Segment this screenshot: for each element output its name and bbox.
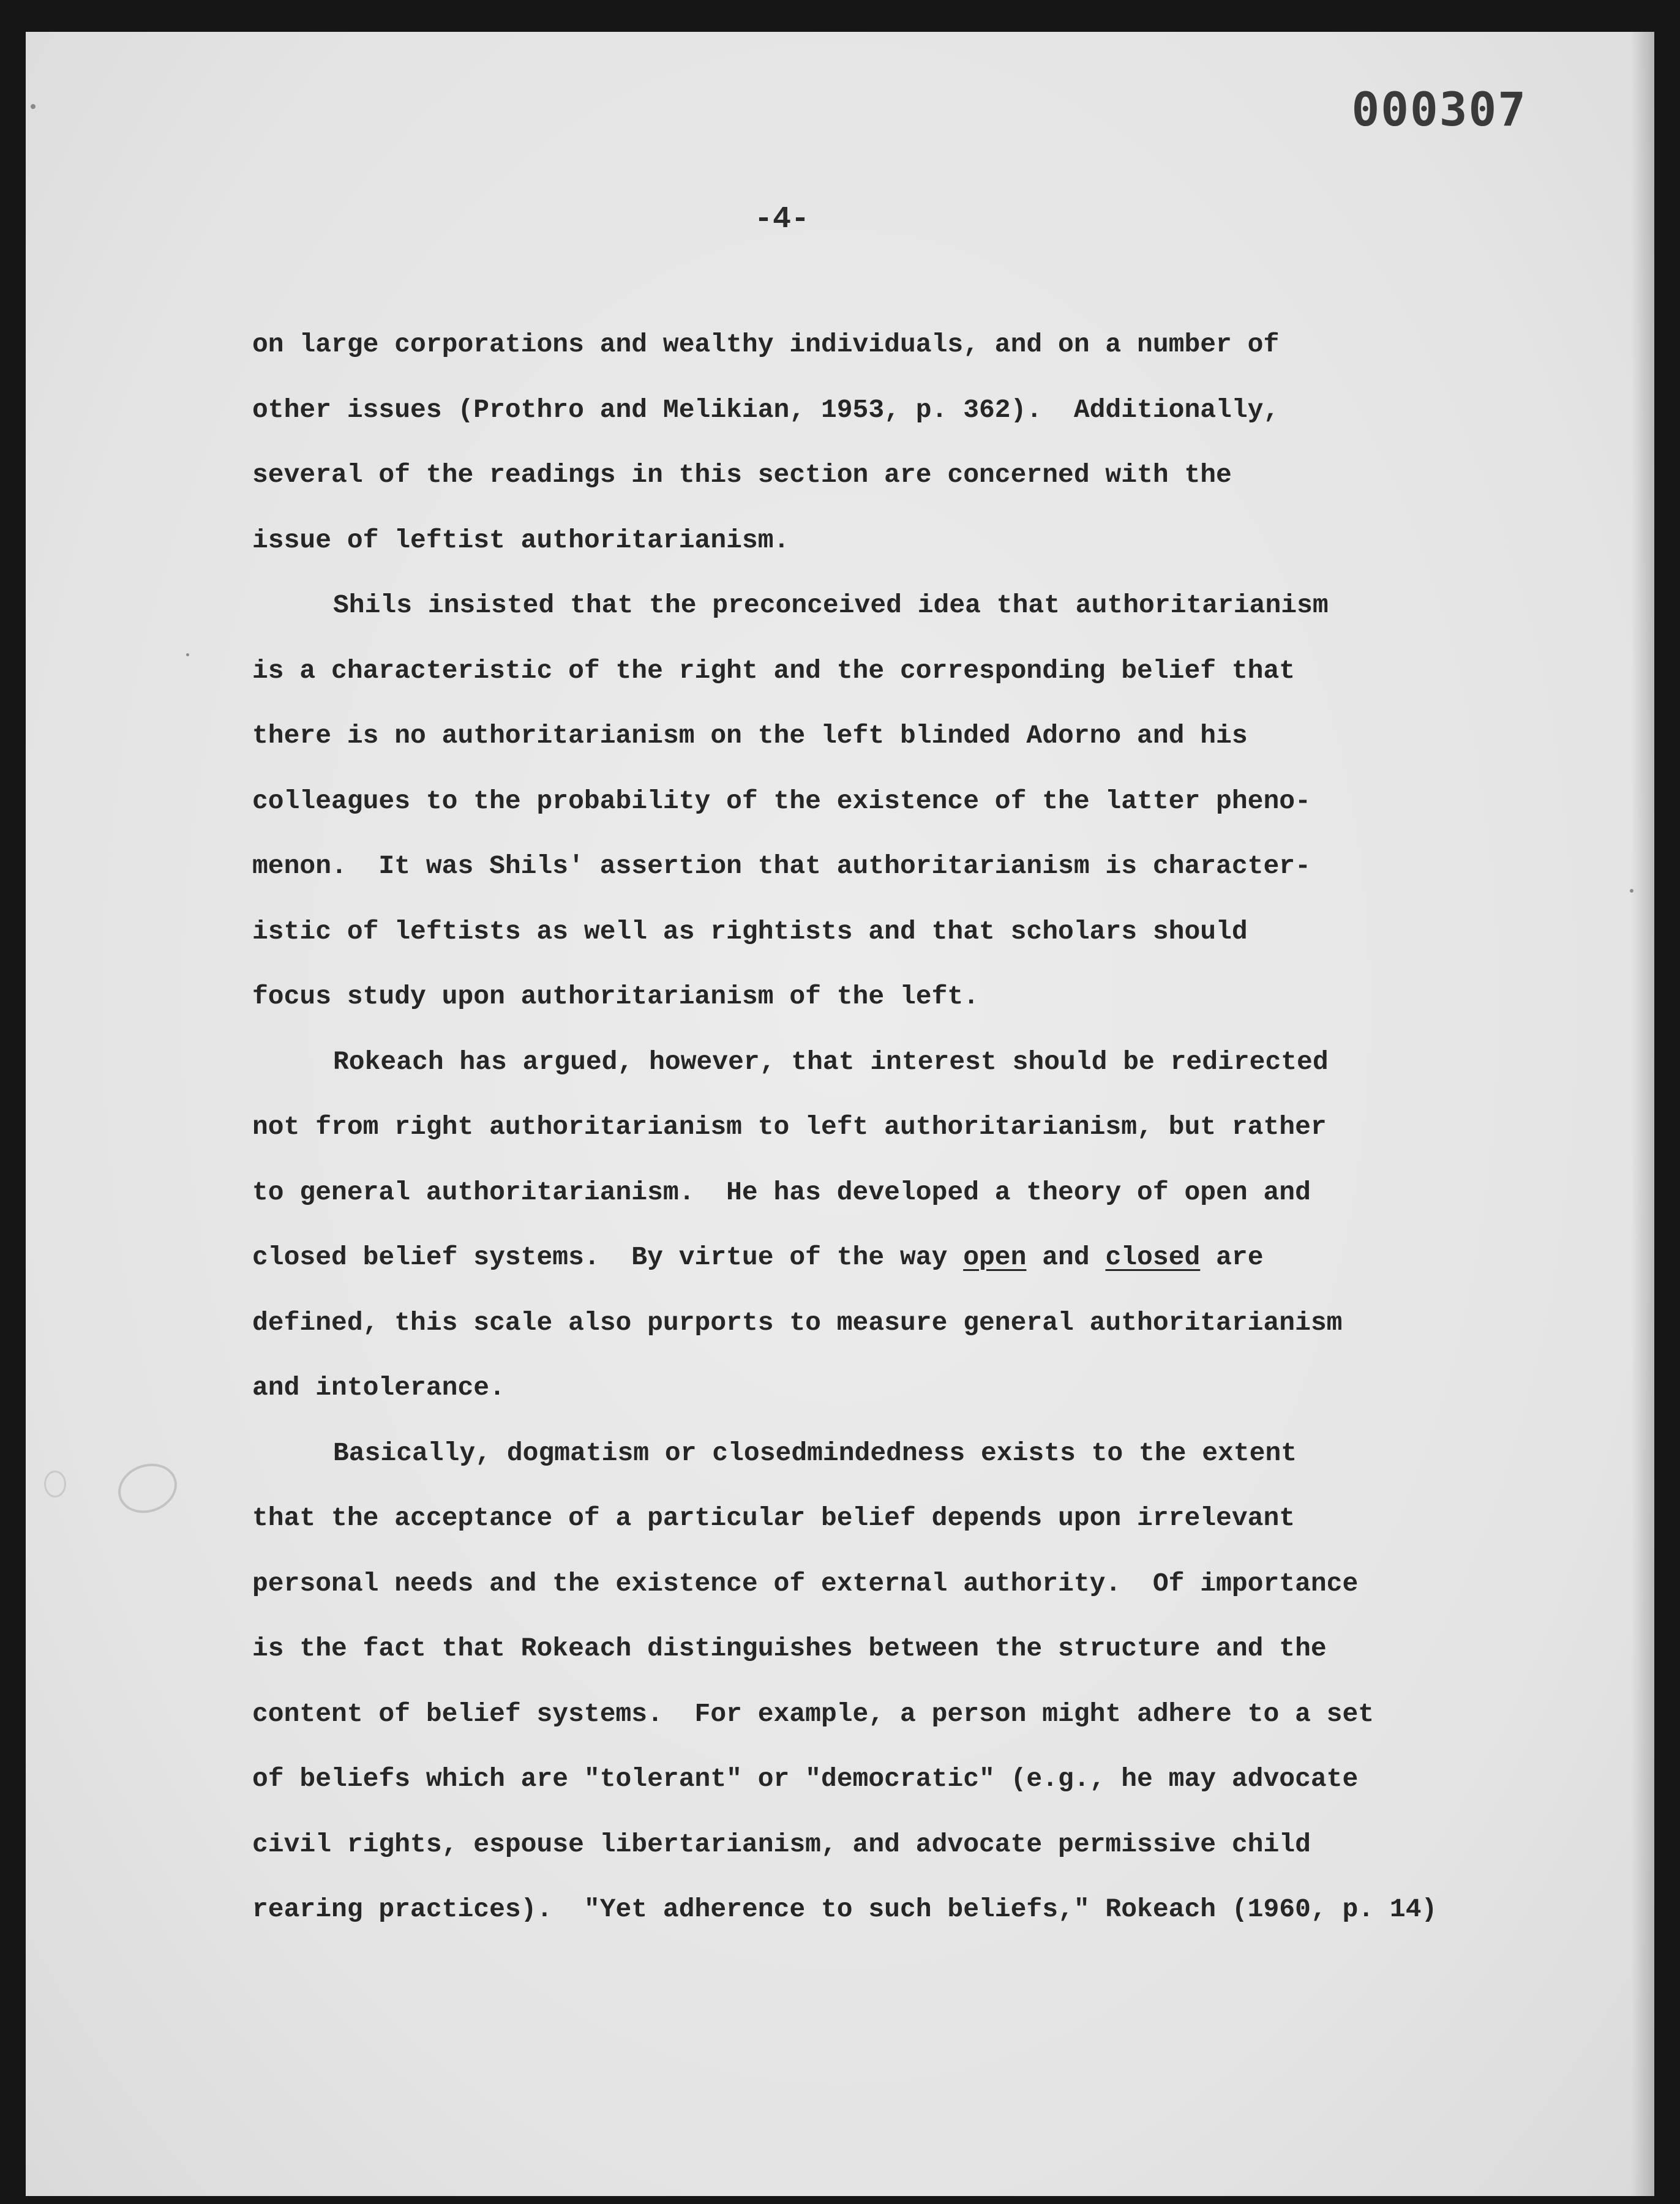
text-segment: are [1200, 1242, 1264, 1272]
text-line: personal needs and the existence of external authority. Of importance [252, 1568, 1359, 1599]
underlined-word-closed: closed [1105, 1242, 1201, 1272]
text-line: istic of leftists as well as rightists and that scholars should [252, 916, 1248, 946]
document-page [26, 32, 1654, 2196]
text-line: is the fact that Rokeach distinguishes between the structure and the [252, 1633, 1327, 1663]
text-line: issue of leftist authoritarianism. [252, 525, 790, 555]
text-line: rearing practices). "Yet adherence to such beliefs," Rokeach (1960, p. 14) [252, 1894, 1438, 1924]
paper-smudge [111, 1456, 184, 1521]
document-id: 000307 [1351, 82, 1527, 137]
text-line-with-underlines [252, 1225, 1471, 1291]
text-line: on large corporations and wealthy individuals, and on a number of [252, 329, 1280, 359]
text-line: colleagues to the probability of the existence of the latter pheno- [252, 785, 1311, 816]
text-line: Rokeach has argued, however, that interest should be redirected [333, 1046, 1329, 1077]
page-number: -4- [754, 202, 810, 237]
text-line: that the acceptance of a particular belief depends upon irrelevant [252, 1503, 1296, 1533]
text-line: there is no authoritarianism on the left blinded Adorno and his [252, 721, 1248, 751]
body-text [252, 312, 1471, 1943]
text-line: menon. It was Shils' assertion that authoritarianism is character- [252, 851, 1311, 881]
paper-speck [186, 653, 189, 656]
underlined-word-open: open [963, 1242, 1027, 1272]
text-line: not from right authoritarianism to left authoritarianism, but rather [252, 1112, 1327, 1142]
paper-speck [1630, 889, 1633, 893]
text-segment: and [1026, 1242, 1106, 1272]
text-line: Basically, dogmatism or closedmindedness exists to the extent [333, 1437, 1297, 1468]
paper-speck [31, 104, 36, 109]
text-line: content of belief systems. For example, a person might adhere to a set [252, 1698, 1374, 1729]
text-line: other issues (Prothro and Melikian, 1953, p. 362). Additionally, [252, 394, 1280, 425]
text-line: several of the readings in this section are concerned with the [252, 460, 1232, 490]
text-line: and intolerance. [252, 1373, 505, 1403]
text-line: Shils insisted that the preconceived idea that authoritarianism [333, 590, 1329, 620]
text-line: focus study upon authoritarianism of the left. [252, 981, 979, 1011]
text-line: defined, this scale also purports to measure general authoritarianism [252, 1307, 1343, 1338]
text-segment: closed belief systems. By virtue of the way [252, 1242, 964, 1272]
page-edge-shadow [1631, 32, 1654, 2196]
text-line: of beliefs which are "tolerant" or "democratic" (e.g., he may advocate [252, 1764, 1359, 1794]
text-line: to general authoritarianism. He has developed a theory of open and [252, 1177, 1311, 1207]
text-line: is a characteristic of the right and the corresponding belief that [252, 655, 1296, 686]
text-line: civil rights, espouse libertarianism, and advocate permissive child [252, 1829, 1311, 1859]
paper-smudge [44, 1471, 66, 1497]
